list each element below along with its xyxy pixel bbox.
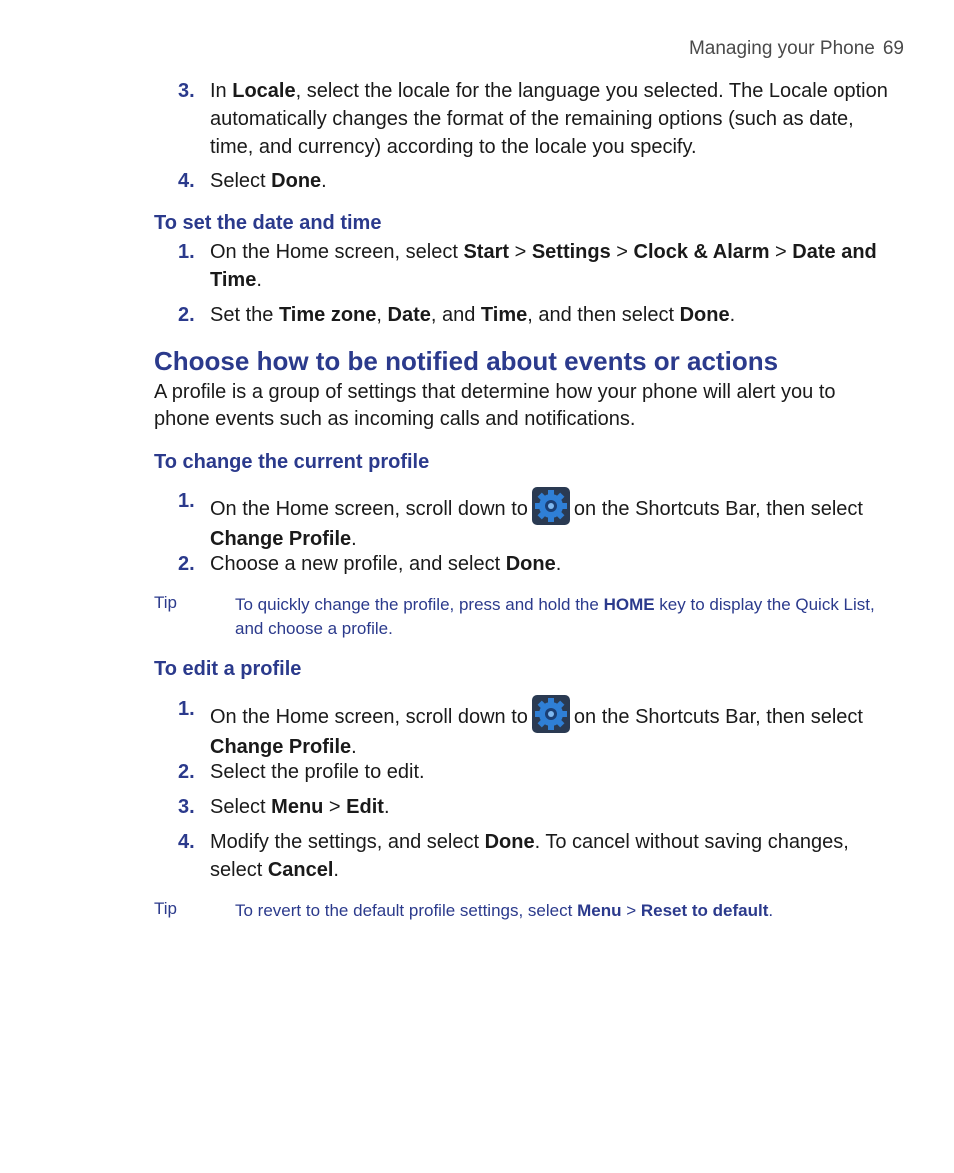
step-number: 2. bbox=[178, 553, 195, 575]
subheading-edit-profile: To edit a profile bbox=[154, 658, 302, 680]
page-header bbox=[689, 38, 904, 60]
step-number: 1. bbox=[178, 698, 195, 720]
section-intro: A profile is a group of settings that determine how your phone will alert you to phone events such as incoming calls and notifications. bbox=[154, 381, 836, 430]
step-number: 3. bbox=[178, 796, 195, 818]
step-text: Choose a new profile, and select Done. bbox=[210, 553, 562, 575]
settings-gear-icon bbox=[532, 695, 570, 733]
tip-text: To quickly change the profile, press and hold the HOME key to display the Quick List, and choose a profile. bbox=[235, 595, 875, 638]
subheading-date-time: To set the date and time bbox=[154, 212, 382, 234]
step-number: 4. bbox=[178, 170, 195, 192]
step-number: 2. bbox=[178, 304, 195, 326]
tip-label: Tip bbox=[154, 899, 177, 918]
step-number: 4. bbox=[178, 831, 195, 853]
settings-gear-icon bbox=[532, 487, 570, 525]
tip-label: Tip bbox=[154, 593, 177, 612]
step-text: Select Menu > Edit. bbox=[210, 796, 390, 818]
step-number: 2. bbox=[178, 761, 195, 783]
step-text: Select the profile to edit. bbox=[210, 761, 425, 783]
step-text: On the Home screen, scroll down to on the Shortcuts Bar, then select Change Profile. bbox=[210, 487, 890, 553]
step-text: In Locale, select the locale for the language you selected. The Locale option automatically changes the format of the remaining options (such as date, time, and currency) according to the locale you specify. bbox=[210, 80, 888, 158]
step-text: Select Done. bbox=[210, 170, 327, 192]
header-section: Managing your Phone bbox=[688, 38, 875, 59]
step-number: 1. bbox=[178, 241, 195, 263]
step-text: On the Home screen, scroll down to on the Shortcuts Bar, then select Change Profile. bbox=[210, 695, 890, 761]
step-number: 1. bbox=[178, 490, 195, 512]
step-number: 3. bbox=[178, 80, 195, 102]
step-text: On the Home screen, select Start > Settings > Clock & Alarm > Date and Time. bbox=[210, 241, 877, 291]
step-text: Set the Time zone, Date, and Time, and then select Done. bbox=[210, 304, 736, 326]
step-text: Modify the settings, and select Done. To cancel without saving changes, select Cancel. bbox=[210, 831, 849, 881]
tip-text: To revert to the default profile settings, select Menu > Reset to default. bbox=[235, 901, 774, 920]
subheading-change-profile: To change the current profile bbox=[154, 451, 430, 473]
section-title: Choose how to be notified about events or actions bbox=[154, 346, 779, 376]
page-number: 69 bbox=[882, 38, 904, 59]
